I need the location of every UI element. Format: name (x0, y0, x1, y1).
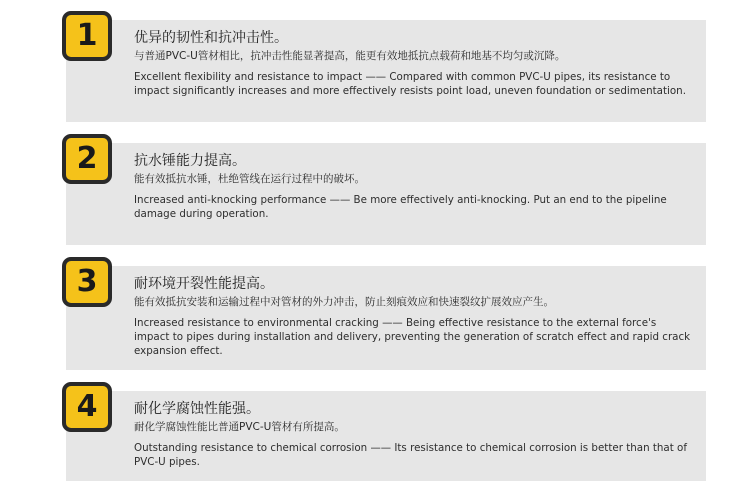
feature-desc-en-2: Increased anti-knocking performance —— Be more effectively anti-knocking. Put an end to the pipeline damage during operation. (134, 194, 667, 220)
feature-desc-en-4: Outstanding resistance to chemical corrosion —— Its resistance to chemical corrosion is better than that of PVC-U pipes. (134, 442, 687, 468)
feature-card-4 (66, 391, 706, 481)
feature-desc-cn-1: 与普通PVC-U管材相比，抗冲击性能显著提高，能更有效地抵抗点载荷和地基不均匀或沉降。 (134, 50, 566, 62)
feature-desc-cn-3: 能有效抵抗安装和运输过程中对管材的外力冲击，防止刻痕效应和快速裂纹扩展效应产生。 (134, 296, 554, 308)
feature-card-1 (66, 20, 706, 122)
number-badge-1: 1 (62, 11, 112, 61)
feature-title-cn-3: 耐环境开裂性能提高。 (134, 276, 274, 292)
feature-card-3 (66, 266, 706, 370)
feature-title-cn-4: 耐化学腐蚀性能强。 (134, 401, 260, 417)
feature-title-cn-1: 优异的韧性和抗冲击性。 (134, 30, 288, 46)
number-badge-2: 2 (62, 134, 112, 184)
number-badge-4: 4 (62, 382, 112, 432)
feature-title-cn-2: 抗水锤能力提高。 (134, 153, 246, 169)
number-badge-3: 3 (62, 257, 112, 307)
feature-desc-cn-4: 耐化学腐蚀性能比普通PVC-U管材有所提高。 (134, 421, 345, 433)
feature-desc-cn-2: 能有效抵抗水锤，杜绝管线在运行过程中的破坏。 (134, 173, 365, 185)
feature-desc-en-3: Increased resistance to environmental cracking —— Being effective resistance to the external force's impact to pipes during installation and delivery, preventing the generation of scratch effect and rapid crack expansion effect. (134, 317, 691, 357)
feature-card-2 (66, 143, 706, 245)
feature-desc-en-1: Excellent flexibility and resistance to impact —— Compared with common PVC-U pipes, its resistance to impact significantly increases and more effectively resists point load, uneven foundation or sedimentation. (134, 71, 686, 97)
